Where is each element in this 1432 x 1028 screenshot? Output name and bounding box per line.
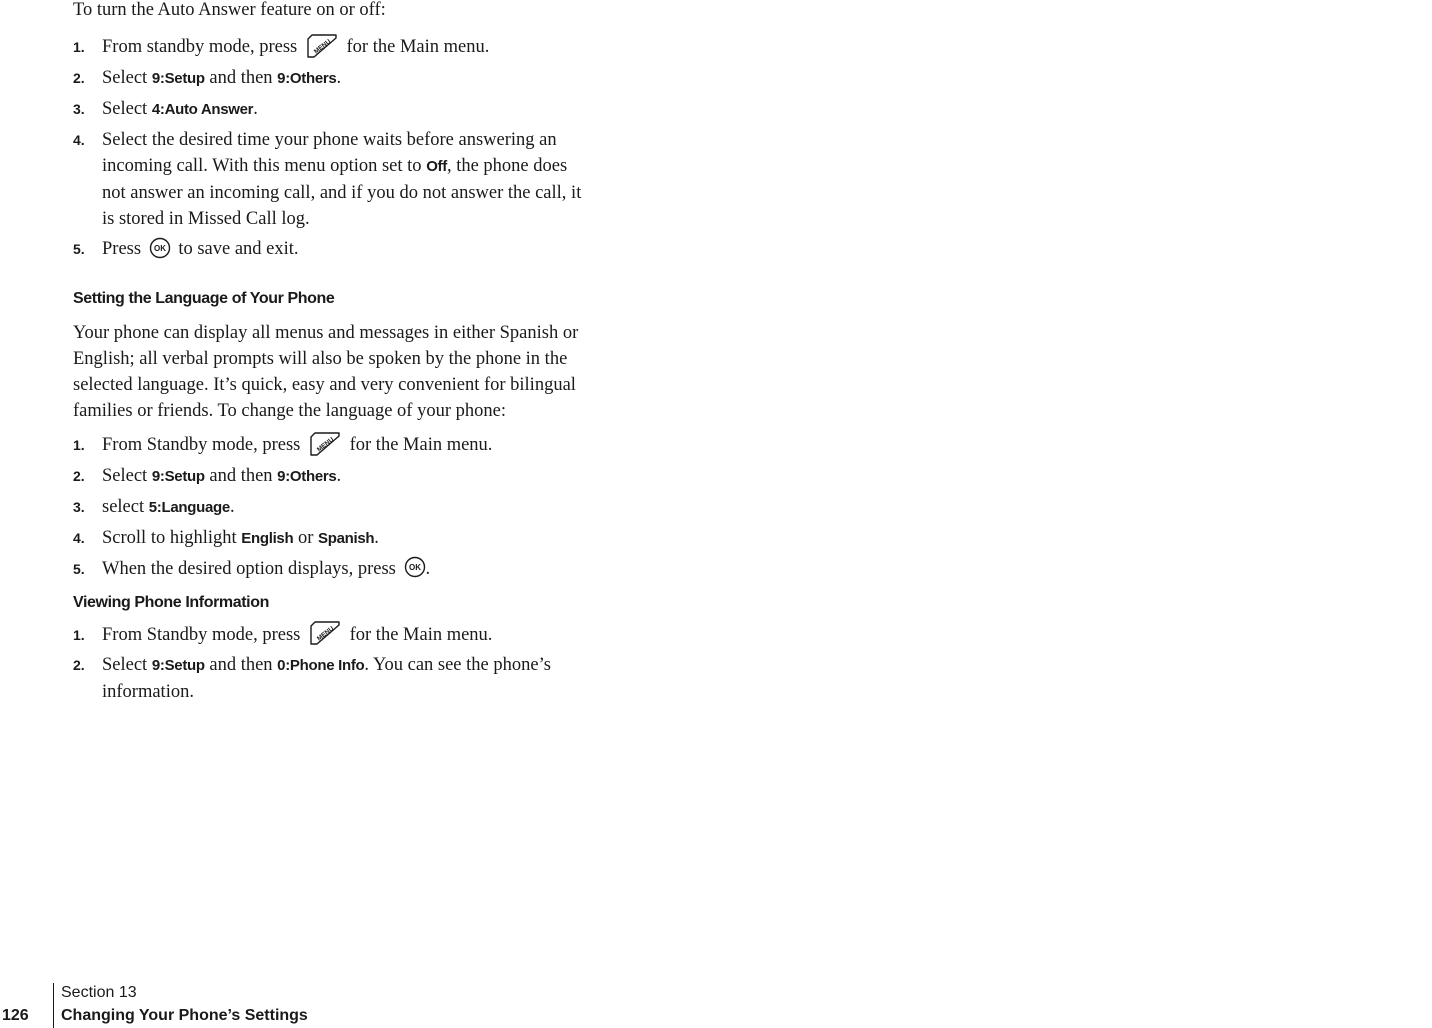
menu-option: 9:Setup xyxy=(151,467,205,485)
step-number: 2. xyxy=(73,657,85,674)
section-heading: Setting the Language of Your Phone xyxy=(73,289,335,307)
list-item: 2. Select 9:Setup and then 9:Others. xyxy=(73,463,583,490)
menu-option: Off xyxy=(426,157,447,175)
list-item: 4. Scroll to highlight English or Spanish. xyxy=(73,525,583,552)
menu-option: 5:Language xyxy=(148,498,230,516)
ok-key-icon xyxy=(149,237,171,259)
footer-divider xyxy=(53,983,54,1028)
step-number: 2. xyxy=(73,69,85,86)
menu-key-icon xyxy=(308,620,342,646)
list-item: 1. From standby mode, press for the Main menu. xyxy=(73,34,583,61)
menu-option: 9:Setup xyxy=(151,657,205,675)
phone-info-steps xyxy=(73,622,583,706)
step-number: 1. xyxy=(73,39,85,55)
language-steps xyxy=(73,432,583,582)
page-footer xyxy=(0,983,400,1028)
menu-option: Spanish xyxy=(318,529,375,547)
menu-option: 9:Setup xyxy=(151,69,205,87)
list-item: 3. Select 4:Auto Answer. xyxy=(73,96,583,123)
list-item: 1. From Standby mode, press for the Main menu. xyxy=(73,622,583,649)
page-content xyxy=(73,0,583,709)
step-number: 3. xyxy=(73,498,85,515)
auto-answer-steps xyxy=(73,34,583,262)
step-number: 1. xyxy=(73,626,85,643)
section-heading: Viewing Phone Information xyxy=(73,593,269,611)
step-number: 5. xyxy=(73,240,85,257)
language-paragraph: Your phone can display all menus and messages in either Spanish or English; all verbal prompts will also be spoken by the phone in the selected language. It’s quick, easy and very convenient for bilingual families or friends. To change the language of your phone: xyxy=(73,322,579,421)
menu-option: 9:Others xyxy=(277,69,337,87)
step-number: 2. xyxy=(73,467,85,484)
list-item: 3. select 5:Language. xyxy=(73,494,583,521)
menu-option: 0:Phone Info xyxy=(277,657,365,675)
list-item: 2. Select 9:Setup and then 0:Phone Info. You can see the phone’s information. xyxy=(73,652,583,705)
step-number: 4. xyxy=(73,529,85,546)
page-number: 126 xyxy=(2,1007,29,1024)
chapter-title: Changing Your Phone’s Settings xyxy=(61,1007,308,1024)
menu-key-icon xyxy=(308,431,342,457)
step-number: 1. xyxy=(73,436,85,453)
list-item: 1. From Standby mode, press for the Main menu. xyxy=(73,432,583,459)
list-item: 5. Press to save and exit. xyxy=(73,236,583,262)
list-item: 2. Select 9:Setup and then 9:Others. xyxy=(73,65,583,92)
step-number: 4. xyxy=(73,131,85,148)
ok-key-icon xyxy=(404,556,426,578)
section-label: Section 13 xyxy=(61,984,137,1001)
list-item: 4. Select the desired time your phone waits before answering an incoming call. With this menu option set to Off, the phone does not answer an incoming call, and if you do not answer the call, it is stored in Missed Call log. xyxy=(73,127,583,232)
step-number: 5. xyxy=(73,560,85,577)
list-item: 5. When the desired option displays, press . xyxy=(73,556,583,582)
menu-option: 9:Others xyxy=(277,467,337,485)
menu-key-icon xyxy=(305,33,339,59)
intro-text: To turn the Auto Answer feature on or off: xyxy=(73,0,386,20)
menu-option: English xyxy=(241,529,294,547)
menu-option: 4:Auto Answer xyxy=(151,100,254,118)
step-number: 3. xyxy=(73,100,85,117)
